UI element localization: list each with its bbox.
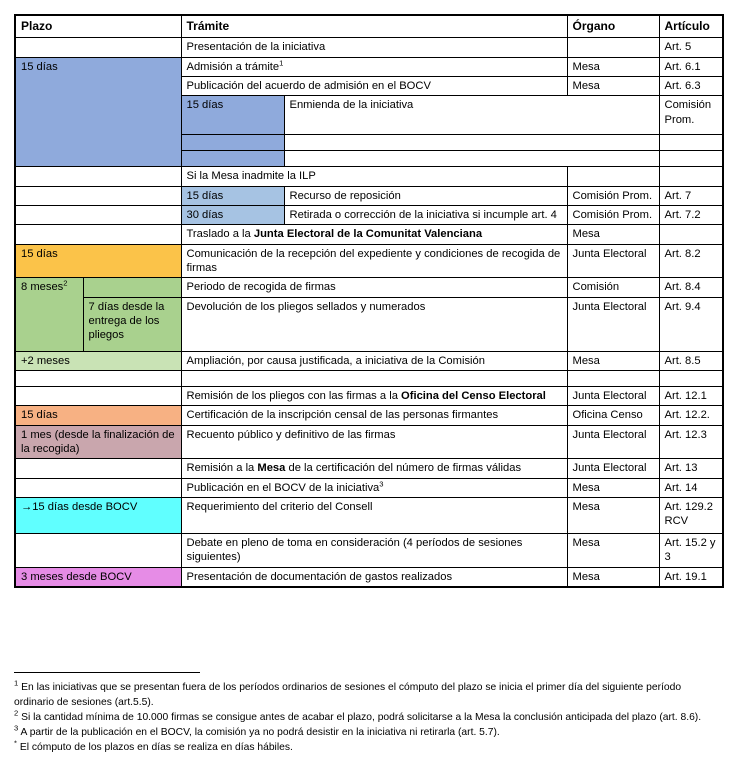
cell-tramite bbox=[181, 478, 567, 497]
table-row bbox=[15, 225, 723, 244]
table-row bbox=[15, 244, 723, 278]
tramite-emphasis: Oficina del Censo Electoral bbox=[401, 389, 546, 402]
cell-plazo-sub-7-dias: 7 días desde la entrega de los pliegos bbox=[83, 297, 181, 351]
cell-articulo: Art. 12.1 bbox=[659, 386, 723, 405]
cell-tramite bbox=[284, 151, 659, 167]
cell-organo: Mesa bbox=[567, 533, 659, 567]
footnote-marker: 2 bbox=[14, 708, 19, 718]
cell-plazo-15-dias-desde-bocv-cyan: →15 días desde BOCV bbox=[15, 497, 181, 533]
cell-articulo: Art. 12.2. bbox=[659, 406, 723, 425]
cell-organo bbox=[659, 135, 723, 151]
tramite-emphasis: Mesa bbox=[257, 462, 286, 475]
footnotes-section bbox=[14, 672, 720, 755]
cell-tramite: Debate en pleno de toma en consideración (4 períodos de sesiones siguientes) bbox=[181, 533, 567, 567]
cell-plazo bbox=[15, 459, 181, 478]
cell-plazo bbox=[15, 370, 181, 386]
cell-articulo: Art. 129.2 RCV bbox=[659, 497, 723, 533]
cell-organo: Mesa bbox=[567, 351, 659, 370]
table-row bbox=[15, 497, 723, 533]
cell-organo: Junta Electoral bbox=[567, 459, 659, 478]
footnote-item bbox=[14, 680, 720, 710]
table-row bbox=[15, 406, 723, 425]
footnote-text: El cómputo de los plazos en días se realiza en días hábiles. bbox=[19, 742, 293, 754]
footnote-item bbox=[14, 710, 720, 725]
cell-articulo: Art. 19.1 bbox=[659, 567, 723, 587]
cell-articulo bbox=[659, 225, 723, 244]
cell-tramite: Remisión a la Mesa de la certificación del número de firmas válidas bbox=[181, 459, 567, 478]
footnote-ref-1: 1 bbox=[279, 57, 284, 67]
footnote-text: Si la cantidad mínima de 10.000 firmas se consigue antes de acabar el plazo, podrá solicitarse a la Mesa la conclusión anticipada del plazo (art. 8.6). bbox=[21, 712, 702, 724]
cell-tramite: Certificación de la inscripción censal de las personas firmantes bbox=[181, 406, 567, 425]
cell-organo: Junta Electoral bbox=[567, 386, 659, 405]
cell-plazo bbox=[15, 206, 181, 225]
footnote-text: En las iniciativas que se presentan fuera de los períodos ordinarios de sesiones el cómputo del plazo se inicia el primer día del siguiente período ordinario de sesiones (art.5.5). bbox=[14, 682, 682, 709]
cell-organo bbox=[567, 38, 659, 57]
footnote-item bbox=[14, 725, 720, 740]
cell-plazo-sub-empty bbox=[83, 278, 181, 297]
footnote-marker: * bbox=[14, 738, 17, 748]
cell-articulo: Art. 12.3 bbox=[659, 425, 723, 459]
cell-tramite-text: Admisión a trámite bbox=[186, 60, 280, 73]
cell-tramite-plazo-15-dias: 15 días bbox=[181, 186, 284, 205]
cell-articulo: Art. 7 bbox=[659, 186, 723, 205]
cell-tramite-plazo-30-dias: 30 días bbox=[181, 206, 284, 225]
cell-tramite: Ampliación, por causa justificada, a iniciativa de la Comisión bbox=[181, 351, 567, 370]
cell-plazo bbox=[15, 386, 181, 405]
cell-organo: Mesa bbox=[567, 77, 659, 96]
column-header-articulo: Artículo bbox=[659, 15, 723, 38]
cell-organo: Mesa bbox=[567, 497, 659, 533]
cell-tramite-text: Publicación en el BOCV de la iniciativa bbox=[186, 481, 380, 494]
column-header-tramite: Trámite bbox=[181, 15, 567, 38]
cell-plazo-1-mes-mauve: 1 mes (desde la finalización de la recogida) bbox=[15, 425, 181, 459]
cell-tramite: Recurso de reposición bbox=[284, 186, 567, 205]
cell-articulo: Art. 6.1 bbox=[659, 57, 723, 76]
ilp-timeline-table bbox=[14, 14, 724, 588]
cell-articulo: Art. 8.4 bbox=[659, 278, 723, 297]
cell-plazo-8-meses-green bbox=[15, 278, 83, 351]
table-row bbox=[15, 425, 723, 459]
footnote-marker: 3 bbox=[14, 723, 19, 733]
cell-plazo-sub-empty bbox=[181, 151, 284, 167]
cell-articulo: Art. 6.3 bbox=[659, 77, 723, 96]
cell-plazo-text: 8 meses bbox=[21, 281, 64, 294]
cell-tramite: Presentación de documentación de gastos realizados bbox=[181, 567, 567, 587]
cell-organo: Mesa bbox=[567, 478, 659, 497]
cell-organo: Oficina Censo bbox=[567, 406, 659, 425]
footnote-text: A partir de la publicación en el BOCV, la comisión ya no podrá desistir en la iniciativa ni retirarla (art. 5.7). bbox=[20, 727, 500, 739]
column-header-organo: Órgano bbox=[567, 15, 659, 38]
cell-plazo bbox=[15, 225, 181, 244]
table-row bbox=[15, 478, 723, 497]
cell-tramite: Devolución de los pliegos sellados y numerados bbox=[181, 297, 567, 351]
cell-organo bbox=[659, 151, 723, 167]
cell-plazo bbox=[15, 186, 181, 205]
cell-organo: Comisión Prom. bbox=[567, 206, 659, 225]
cell-tramite: Remisión de los pliegos con las firmas a la Oficina del Censo Electoral bbox=[181, 386, 567, 405]
table-row bbox=[15, 297, 723, 351]
cell-tramite bbox=[181, 57, 567, 76]
table-row bbox=[15, 278, 723, 297]
footnote-ref-2: 2 bbox=[63, 278, 68, 288]
cell-plazo-3-meses-desde-bocv-orchid: 3 meses desde BOCV bbox=[15, 567, 181, 587]
cell-articulo: Art. 14 bbox=[659, 478, 723, 497]
table-row bbox=[15, 386, 723, 405]
column-header-plazo: Plazo bbox=[15, 15, 181, 38]
cell-articulo: Art. 9.4 bbox=[659, 297, 723, 351]
cell-plazo-mas-2-meses: +2 meses bbox=[15, 351, 181, 370]
cell-organo: Junta Electoral bbox=[567, 425, 659, 459]
table-row bbox=[15, 459, 723, 478]
cell-articulo: Art. 15.2 y 3 bbox=[659, 533, 723, 567]
cell-plazo-15-dias-blue bbox=[15, 57, 181, 167]
cell-articulo: Art. 5 bbox=[659, 38, 723, 57]
cell-organo: Mesa bbox=[567, 225, 659, 244]
cell-organo: Junta Electoral bbox=[567, 244, 659, 278]
table-row bbox=[15, 567, 723, 587]
footnote-item bbox=[14, 740, 720, 755]
cell-organo: Junta Electoral bbox=[567, 297, 659, 351]
cell-tramite: Recuento público y definitivo de las firmas bbox=[181, 425, 567, 459]
cell-plazo bbox=[15, 533, 181, 567]
cell-articulo bbox=[659, 167, 723, 186]
cell-organo bbox=[567, 370, 659, 386]
footnote-marker: 1 bbox=[14, 678, 19, 688]
tramite-emphasis: Junta Electoral de la Comunitat Valenciana bbox=[253, 228, 483, 241]
cell-articulo: Art. 7.2 bbox=[659, 206, 723, 225]
cell-plazo bbox=[15, 38, 181, 57]
table-row bbox=[15, 370, 723, 386]
table-row bbox=[15, 186, 723, 205]
cell-plazo-15-dias-orange: 15 días bbox=[15, 406, 181, 425]
footnote-separator-rule bbox=[14, 672, 200, 673]
cell-tramite: Publicación del acuerdo de admisión en el BOCV bbox=[181, 77, 567, 96]
cell-tramite: Traslado a la Junta Electoral de la Comunitat Valenciana bbox=[181, 225, 567, 244]
cell-tramite: Retirada o corrección de la iniciativa si incumple art. 4 bbox=[284, 206, 567, 225]
cell-plazo bbox=[15, 478, 181, 497]
cell-organo: Comisión Prom. bbox=[567, 186, 659, 205]
table-row bbox=[15, 351, 723, 370]
cell-articulo: Art. 13 bbox=[659, 459, 723, 478]
cell-organo: Comisión bbox=[567, 278, 659, 297]
cell-tramite: Requerimiento del criterio del Consell bbox=[181, 497, 567, 533]
cell-organo: Comisión Prom. bbox=[659, 96, 723, 135]
cell-plazo-sub-15-dias: 15 días bbox=[181, 96, 284, 135]
cell-tramite: Comunicación de la recepción del expediente y condiciones de recogida de firmas bbox=[181, 244, 567, 278]
table-row bbox=[15, 533, 723, 567]
cell-tramite bbox=[284, 135, 659, 151]
cell-tramite: Si la Mesa inadmite la ILP bbox=[181, 167, 567, 186]
table-header-row bbox=[15, 15, 723, 38]
cell-plazo-15-dias-gold: 15 días bbox=[15, 244, 181, 278]
cell-tramite: Presentación de la iniciativa bbox=[181, 38, 567, 57]
cell-tramite: Enmienda de la iniciativa bbox=[284, 96, 659, 135]
table-row bbox=[15, 57, 723, 76]
cell-organo bbox=[567, 167, 659, 186]
cell-plazo-sub-empty bbox=[181, 135, 284, 151]
cell-tramite bbox=[181, 370, 567, 386]
cell-tramite: Periodo de recogida de firmas bbox=[181, 278, 567, 297]
footnote-ref-3: 3 bbox=[379, 478, 384, 488]
table-row bbox=[15, 38, 723, 57]
table-row bbox=[15, 206, 723, 225]
cell-articulo: Art. 8.5 bbox=[659, 351, 723, 370]
cell-plazo-text: 15 días bbox=[21, 60, 58, 73]
cell-organo: Mesa bbox=[567, 57, 659, 76]
cell-articulo bbox=[659, 370, 723, 386]
cell-articulo: Art. 8.2 bbox=[659, 244, 723, 278]
cell-plazo bbox=[15, 167, 181, 186]
cell-organo: Mesa bbox=[567, 567, 659, 587]
table-row bbox=[15, 167, 723, 186]
